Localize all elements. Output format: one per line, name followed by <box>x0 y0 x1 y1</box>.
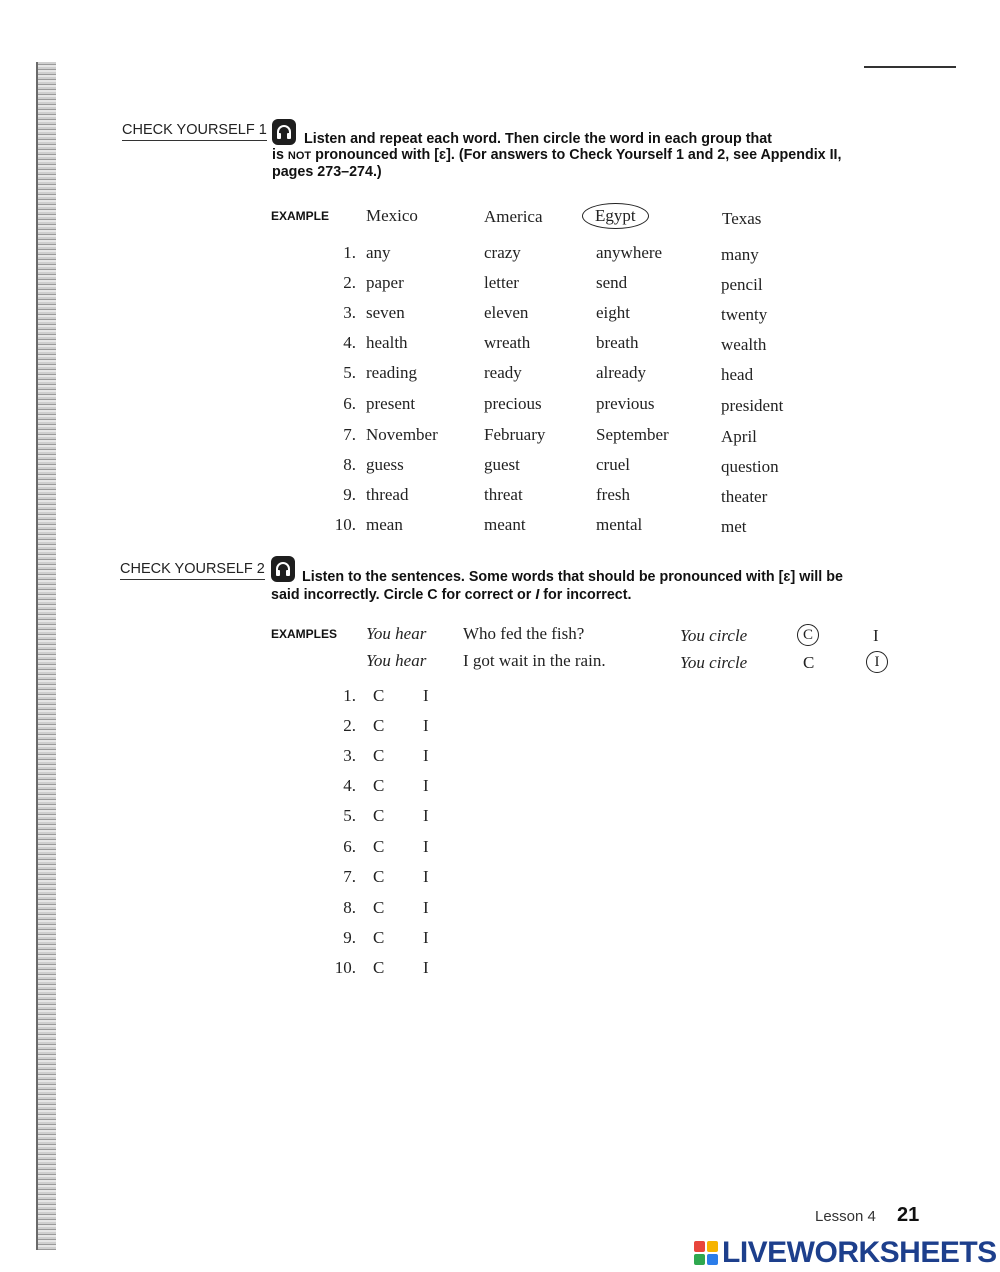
item-number: 2. <box>343 273 356 292</box>
you-hear-label: You hear <box>366 651 427 670</box>
word-option[interactable]: April <box>721 427 757 446</box>
page-number: 21 <box>897 1204 920 1226</box>
item-number: 10. <box>334 958 356 977</box>
word-option[interactable]: eleven <box>484 303 529 322</box>
word-option[interactable]: health <box>366 333 408 352</box>
correct-option[interactable]: C <box>373 928 385 947</box>
incorrect-option[interactable]: I <box>423 837 429 856</box>
logo-square <box>694 1254 705 1265</box>
example-1-i: I <box>873 626 879 645</box>
liveworksheets-icon <box>694 1241 718 1265</box>
logo-square <box>694 1241 705 1252</box>
word-option[interactable]: cruel <box>596 455 630 474</box>
instruction-1-line-1: Listen and repeat each word. Then circle the word in each group that <box>304 131 772 147</box>
correct-option[interactable]: C <box>373 716 385 735</box>
examples-label: EXAMPLES <box>271 627 338 641</box>
item-number: 6. <box>343 837 356 856</box>
word-option[interactable]: meant <box>484 515 526 534</box>
example-label: EXAMPLE <box>271 209 330 223</box>
logo-square <box>707 1254 718 1265</box>
incorrect-option[interactable]: I <box>423 898 429 917</box>
word-option[interactable]: met <box>721 517 747 536</box>
example-sentence-2: I got wait in the rain. <box>463 651 606 670</box>
word-option[interactable]: letter <box>484 273 519 292</box>
word-option[interactable]: president <box>721 396 784 415</box>
incorrect-option[interactable]: I <box>423 716 429 735</box>
incorrect-option[interactable]: I <box>423 686 429 705</box>
word-option[interactable]: send <box>596 273 628 292</box>
word-option[interactable]: theater <box>721 487 768 506</box>
word-option[interactable]: any <box>366 243 391 262</box>
word-option[interactable]: head <box>721 365 754 384</box>
instruction-1-line-2: is NOT pronounced with [ɛ]. (For answers to Check Yourself 1 and 2, see Appendix II, <box>272 147 842 163</box>
item-number: 2. <box>343 716 356 735</box>
word-option[interactable]: fresh <box>596 485 630 504</box>
example-word-2: America <box>484 207 543 226</box>
word-option[interactable]: September <box>596 425 669 444</box>
word-option[interactable]: present <box>366 394 416 413</box>
example-sentence-1: Who fed the fish? <box>463 624 585 643</box>
incorrect-option[interactable]: I <box>423 776 429 795</box>
item-number: 3. <box>343 746 356 765</box>
word-option[interactable]: many <box>721 245 759 264</box>
word-option[interactable]: question <box>721 457 779 476</box>
logo-square <box>707 1241 718 1252</box>
item-number: 10. <box>334 515 356 534</box>
headphones-icon[interactable] <box>272 119 296 145</box>
you-circle-label: You circle <box>680 626 748 645</box>
word-option[interactable]: previous <box>596 394 655 413</box>
word-option[interactable]: February <box>484 425 546 444</box>
you-hear-label: You hear <box>366 624 427 643</box>
item-number: 5. <box>343 806 356 825</box>
example-word-4: Texas <box>722 209 762 228</box>
item-number: 7. <box>343 867 356 886</box>
incorrect-option[interactable]: I <box>423 746 429 765</box>
correct-option[interactable]: C <box>373 686 385 705</box>
lesson-label: Lesson 4 <box>815 1208 876 1225</box>
liveworksheets-logo[interactable] <box>694 1236 997 1270</box>
word-option[interactable]: November <box>366 425 438 444</box>
word-option[interactable]: guess <box>366 455 404 474</box>
word-option[interactable]: ready <box>484 363 522 382</box>
correct-option[interactable]: C <box>373 867 385 886</box>
example-2-i-circled: I <box>866 651 888 673</box>
word-option[interactable]: breath <box>596 333 639 352</box>
item-number: 7. <box>343 425 356 444</box>
incorrect-option[interactable]: I <box>423 867 429 886</box>
word-option[interactable]: precious <box>484 394 542 413</box>
instruction-2-line-2: said incorrectly. Circle C for correct or I for incorrect. <box>271 587 632 603</box>
word-option[interactable]: twenty <box>721 305 768 324</box>
top-rule <box>864 66 956 68</box>
page-binding-edge <box>36 62 56 1250</box>
word-option[interactable]: already <box>596 363 647 382</box>
instruction-2-line-1: Listen to the sentences. Some words that should be pronounced with [ɛ] will be <box>302 569 843 585</box>
item-number: 1. <box>343 686 356 705</box>
correct-option[interactable]: C <box>373 837 385 856</box>
item-number: 8. <box>343 898 356 917</box>
correct-option[interactable]: C <box>373 806 385 825</box>
example-word-1: Mexico <box>366 206 418 225</box>
correct-option[interactable]: C <box>373 746 385 765</box>
correct-option[interactable]: C <box>373 958 385 977</box>
word-option[interactable]: guest <box>484 455 520 474</box>
word-option[interactable]: eight <box>596 303 630 322</box>
item-number: 3. <box>343 303 356 322</box>
word-option[interactable]: seven <box>366 303 405 322</box>
instruction-1-line-3: pages 273–274.) <box>272 164 382 180</box>
word-option[interactable]: anywhere <box>596 243 663 262</box>
correct-option[interactable]: C <box>373 776 385 795</box>
word-option[interactable]: reading <box>366 363 417 382</box>
word-option[interactable]: threat <box>484 485 523 504</box>
example-2-c: C <box>803 653 815 672</box>
item-number: 5. <box>343 363 356 382</box>
word-option[interactable]: mean <box>366 515 403 534</box>
headphones-icon[interactable] <box>271 556 295 582</box>
correct-option[interactable]: C <box>373 898 385 917</box>
check-yourself-2-label: CHECK YOURSELF 2 <box>120 561 265 580</box>
item-number: 4. <box>343 333 356 352</box>
incorrect-option[interactable]: I <box>423 928 429 947</box>
you-circle-label: You circle <box>680 653 748 672</box>
item-number: 9. <box>343 928 356 947</box>
word-option[interactable]: pencil <box>721 275 763 294</box>
item-number: 4. <box>343 776 356 795</box>
example-1-c-circled: C <box>797 624 819 646</box>
word-option[interactable]: paper <box>366 273 404 292</box>
liveworksheets-wordmark: LIVEWORKSHEETS <box>722 1236 997 1269</box>
incorrect-option[interactable]: I <box>423 806 429 825</box>
word-option[interactable]: mental <box>596 515 643 534</box>
word-option[interactable]: wealth <box>721 335 767 354</box>
incorrect-option[interactable]: I <box>423 958 429 977</box>
item-number: 8. <box>343 455 356 474</box>
word-option[interactable]: crazy <box>484 243 521 262</box>
example-word-circled: Egypt <box>582 203 649 229</box>
word-option[interactable]: thread <box>366 485 409 504</box>
item-number: 6. <box>343 394 356 413</box>
word-option[interactable]: wreath <box>484 333 531 352</box>
check-yourself-1-label: CHECK YOURSELF 1 <box>122 122 267 141</box>
item-number: 1. <box>343 243 356 262</box>
item-number: 9. <box>343 485 356 504</box>
